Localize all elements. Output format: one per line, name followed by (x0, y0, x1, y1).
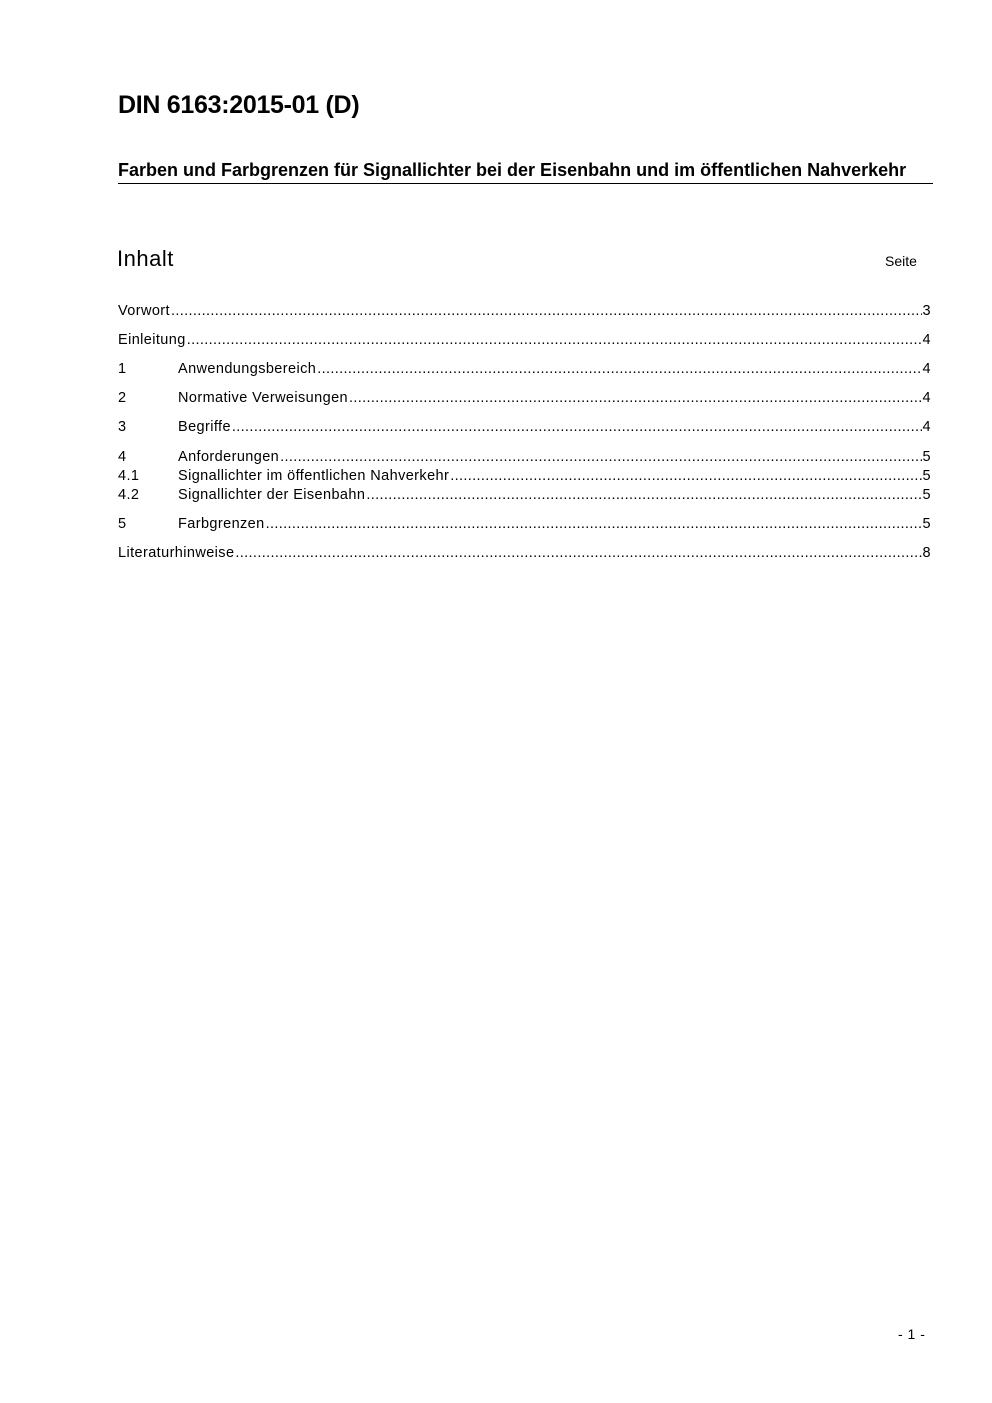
toc-entry-page: 4 (922, 419, 931, 435)
toc-entry-text: Vorwort (118, 303, 170, 319)
toc-entry-section-5[interactable] (118, 515, 931, 533)
toc-entry-page: 5 (922, 487, 931, 503)
toc-entry-page: 5 (922, 468, 931, 484)
toc-entry-page: 8 (922, 545, 931, 561)
toc-heading: Inhalt (117, 246, 174, 271)
document-id: DIN 6163:2015-01 (D) (118, 91, 360, 119)
toc-entry-text: Literaturhinweise (118, 545, 235, 561)
toc-dot-leader (266, 515, 922, 533)
toc-dot-leader (232, 418, 922, 436)
toc-entry-text: Signallichter der Eisenbahn (178, 487, 366, 503)
toc-entry-page: 4 (922, 332, 931, 348)
toc-entry-page: 5 (922, 516, 931, 532)
toc-entry-text: Farbgrenzen (178, 516, 265, 532)
toc-entry-section-4-1[interactable] (118, 467, 931, 485)
toc-entry-text: Einleitung (118, 332, 186, 348)
toc-entry-section-2[interactable] (118, 389, 931, 407)
document-title: Farben und Farbgrenzen für Signallichter bei der Eisenbahn und im öffentlichen Nahverkehr (118, 159, 933, 184)
toc-entry-number: 1 (118, 361, 127, 377)
toc-entry-text: Anforderungen (178, 449, 280, 465)
toc-entry-number: 4 (118, 449, 127, 465)
toc-entry-page: 4 (922, 361, 931, 377)
toc-entry-section-1[interactable] (118, 360, 931, 378)
toc-entry-text: Signallichter im öffentlichen Nahverkehr (178, 468, 450, 484)
toc-dot-leader (280, 448, 921, 466)
toc-dot-leader (187, 331, 922, 349)
toc-entry-literaturhinweise[interactable] (118, 544, 931, 562)
toc-page-column-label: Seite (885, 253, 917, 269)
toc-entry-section-3[interactable] (118, 418, 931, 436)
toc-entry-page: 3 (922, 303, 931, 319)
toc-entry-text: Anwendungsbereich (178, 361, 317, 377)
toc-entry-number: 5 (118, 516, 127, 532)
toc-entry-page: 5 (922, 449, 931, 465)
page-number: - 1 - (898, 1326, 926, 1342)
toc-entry-vorwort[interactable] (118, 302, 931, 320)
toc-dot-leader (366, 486, 921, 504)
toc-entry-number: 4.2 (118, 487, 140, 503)
toc-dot-leader (317, 360, 921, 378)
toc-dot-leader (450, 467, 921, 485)
toc-dot-leader (235, 544, 921, 562)
toc-entry-section-4[interactable] (118, 448, 931, 466)
toc-entry-section-4-2[interactable] (118, 486, 931, 504)
toc-entry-einleitung[interactable] (118, 331, 931, 349)
toc-dot-leader (171, 302, 922, 320)
toc-entry-number: 4.1 (118, 468, 140, 484)
toc-dot-leader (349, 389, 922, 407)
toc-entry-text: Normative Verweisungen (178, 390, 348, 406)
toc-entry-number: 2 (118, 390, 127, 406)
toc-entry-text: Begriffe (178, 419, 231, 435)
toc-entry-page: 4 (922, 390, 931, 406)
toc-entry-number: 3 (118, 419, 127, 435)
